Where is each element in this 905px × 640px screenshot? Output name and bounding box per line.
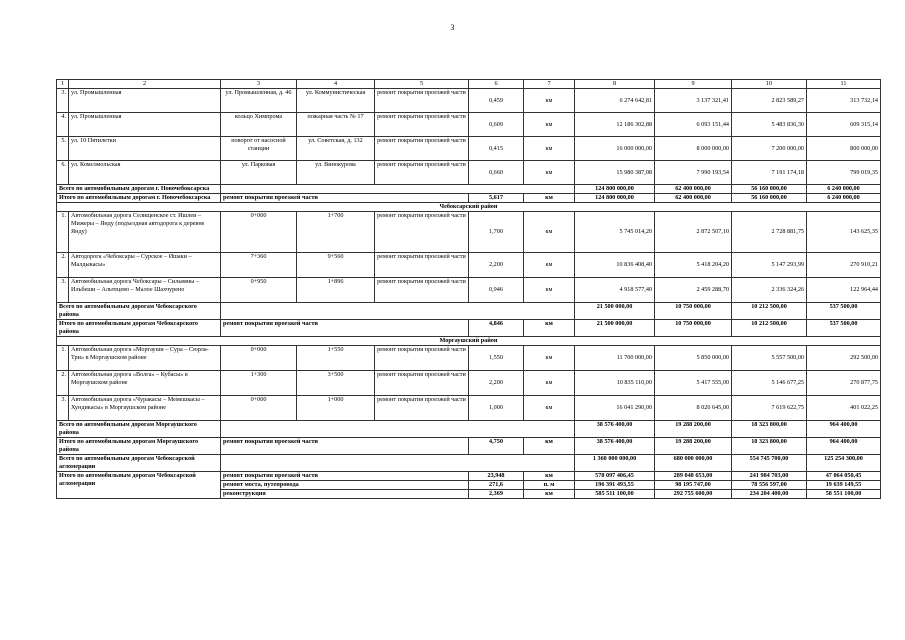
total-cost: 124 800 000,00 — [575, 194, 655, 203]
total-row — [57, 320, 881, 337]
republic-funds: 78 556 597,00 — [732, 481, 807, 490]
republic-funds: 2 728 881,75 — [732, 212, 807, 253]
column-number-3: 3 — [221, 80, 297, 89]
section-title: Моргаушский район — [57, 337, 881, 346]
total-label: Итого по автомобильным дорогам Чебоксарской агломерации — [57, 472, 221, 499]
unit: п. м — [524, 481, 575, 490]
total-cost: 5 745 014,20 — [575, 212, 655, 253]
local-funds: 6 240 000,00 — [807, 194, 881, 203]
local-funds: 800 000,00 — [807, 137, 881, 161]
federal-funds: 10 750 000,00 — [655, 303, 732, 320]
total-row — [57, 303, 881, 320]
work-type: ремонт покрытия проезжей части — [375, 278, 469, 303]
end-point: 9+560 — [297, 253, 375, 278]
total-cost: 578 097 406,45 — [575, 472, 655, 481]
federal-funds: 8 000 000,00 — [655, 137, 732, 161]
item-number: 2. — [57, 253, 69, 278]
republic-funds: 241 984 703,00 — [732, 472, 807, 481]
work-type: ремонт покрытия проезжей части — [375, 253, 469, 278]
start-point: поворот от насосной станции — [221, 137, 297, 161]
total-cost: 124 800 000,00 — [575, 185, 655, 194]
length: 1,000 — [469, 396, 524, 421]
local-funds: 964 400,00 — [807, 421, 881, 438]
road-name: ул. 10 Пятилетки — [69, 137, 221, 161]
end-point: ул. Советская, д. 132 — [297, 137, 375, 161]
section-title-row — [57, 203, 881, 212]
total-label: Итого по автомобильным дорогам г. Новочебоксарска — [57, 194, 221, 203]
unit: км — [524, 371, 575, 396]
item-number: 5. — [57, 137, 69, 161]
republic-funds: 7 200 000,00 — [732, 137, 807, 161]
local-funds: 270 910,21 — [807, 253, 881, 278]
federal-funds: 19 288 200,00 — [655, 438, 732, 455]
republic-funds: 5 557 500,00 — [732, 346, 807, 371]
local-funds: 537 500,00 — [807, 320, 881, 337]
republic-funds: 5 146 677,25 — [732, 371, 807, 396]
table-row — [57, 371, 881, 396]
road-name: Автомобильная дорога Чебоксары – Сильвяны – Ильбеши – Альтецево – Малое Шахчурено — [69, 278, 221, 303]
column-number-8: 8 — [575, 80, 655, 89]
total-row — [57, 421, 881, 438]
total-cost: 21 500 000,00 — [575, 303, 655, 320]
column-number-11: 11 — [807, 80, 881, 89]
total-label: Итого по автомобильным дорогам Чебоксарского района — [57, 320, 221, 337]
length: 23,948 — [469, 472, 524, 481]
work-type: ремонт покрытия проезжей части — [375, 212, 469, 253]
local-funds: 799 019,35 — [807, 161, 881, 185]
table-row — [57, 253, 881, 278]
total-cost: 6 274 642,81 — [575, 89, 655, 113]
local-funds: 292 500,00 — [807, 346, 881, 371]
length: 0,609 — [469, 113, 524, 137]
local-funds: 47 064 050,45 — [807, 472, 881, 481]
end-point: 3+500 — [297, 371, 375, 396]
length: 0,459 — [469, 89, 524, 113]
work-type: ремонт покрытия проезжей части — [375, 396, 469, 421]
federal-funds: 98 195 747,00 — [655, 481, 732, 490]
header-row — [57, 80, 881, 89]
start-point: 0+000 — [221, 396, 297, 421]
total-cost: 11 700 000,00 — [575, 346, 655, 371]
table-row — [57, 212, 881, 253]
total-cost: 10 836 408,40 — [575, 253, 655, 278]
federal-funds: 8 020 645,00 — [655, 396, 732, 421]
page-number: 3 — [450, 23, 455, 32]
start-point: кольцо Химпрома — [221, 113, 297, 137]
total-row — [57, 438, 881, 455]
unit: км — [524, 253, 575, 278]
unit: км — [524, 89, 575, 113]
length: 271,6 — [469, 481, 524, 490]
length: 4,750 — [469, 438, 524, 455]
republic-funds: 7 191 174,18 — [732, 161, 807, 185]
unit: км — [524, 472, 575, 481]
work-type: ремонт покрытия проезжей части — [375, 137, 469, 161]
road-name: ул. Комсомольская — [69, 161, 221, 185]
length: 0,660 — [469, 161, 524, 185]
table-row — [57, 113, 881, 137]
federal-funds: 19 288 200,00 — [655, 421, 732, 438]
total-cost: 196 391 493,55 — [575, 481, 655, 490]
total-cost: 16 000 000,00 — [575, 137, 655, 161]
local-funds: 313 732,14 — [807, 89, 881, 113]
republic-funds: 18 323 800,00 — [732, 438, 807, 455]
start-point: 0+000 — [221, 346, 297, 371]
federal-funds: 5 850 000,00 — [655, 346, 732, 371]
total-cost: 16 041 290,00 — [575, 396, 655, 421]
item-number: 2. — [57, 371, 69, 396]
work-type: реконструкция — [221, 490, 469, 499]
end-point: 1+896 — [297, 278, 375, 303]
road-name: Автодорога «Чебоксары – Сурское – Ишаки – Малдыкасы» — [69, 253, 221, 278]
federal-funds: 5 418 204,20 — [655, 253, 732, 278]
federal-funds: 10 750 000,00 — [655, 320, 732, 337]
republic-funds: 234 204 400,00 — [732, 490, 807, 499]
local-funds: 537 500,00 — [807, 303, 881, 320]
work-type: ремонт моста, путепровода — [221, 481, 469, 490]
local-funds: 270 877,75 — [807, 371, 881, 396]
federal-funds: 2 872 507,10 — [655, 212, 732, 253]
end-point: 1+000 — [297, 396, 375, 421]
column-number-5: 5 — [375, 80, 469, 89]
total-cost: 585 511 100,00 — [575, 490, 655, 499]
unit: км — [524, 396, 575, 421]
total-label: Итого по автомобильным дорогам Моргаушского района — [57, 438, 221, 455]
column-number-1: 1 — [57, 80, 69, 89]
section-title-row — [57, 337, 881, 346]
federal-funds: 680 000 000,00 — [655, 455, 732, 472]
work-type: ремонт покрытия проезжей части — [375, 113, 469, 137]
federal-funds: 62 400 000,00 — [655, 185, 732, 194]
length: 1,550 — [469, 346, 524, 371]
republic-funds: 554 745 700,00 — [732, 455, 807, 472]
republic-funds: 10 212 500,00 — [732, 303, 807, 320]
item-number: 6. — [57, 161, 69, 185]
federal-funds: 6 093 151,44 — [655, 113, 732, 137]
unit: км — [524, 346, 575, 371]
road-name: Автомобильная дорога «Волга» – Кубасы» в Моргаушском районе — [69, 371, 221, 396]
road-name: ул. Промышленная — [69, 113, 221, 137]
republic-funds: 18 323 800,00 — [732, 421, 807, 438]
start-point: 0+950 — [221, 278, 297, 303]
work-type: ремонт покрытия проезжей части — [375, 346, 469, 371]
total-cost: 21 500 000,00 — [575, 320, 655, 337]
unit: км — [524, 438, 575, 455]
item-number: 3. — [57, 89, 69, 113]
total-label: Всего по автомобильным дорогам Моргаушского района — [57, 421, 221, 438]
republic-funds: 7 619 622,75 — [732, 396, 807, 421]
column-number-9: 9 — [655, 80, 732, 89]
length: 4,846 — [469, 320, 524, 337]
end-point: ул. Коммунистическая — [297, 89, 375, 113]
road-works-table — [56, 79, 881, 499]
total-cost: 12 186 302,88 — [575, 113, 655, 137]
work-type: ремонт покрытия проезжей части — [221, 194, 469, 203]
end-point: 1+700 — [297, 212, 375, 253]
total-label: Всего по автомобильным дорогам Чебоксарской агломерации — [57, 455, 221, 472]
unit: км — [524, 161, 575, 185]
item-number: 3. — [57, 396, 69, 421]
republic-funds: 2 336 324,26 — [732, 278, 807, 303]
item-number: 1. — [57, 346, 69, 371]
length: 2,200 — [469, 371, 524, 396]
local-funds: 19 639 149,55 — [807, 481, 881, 490]
federal-funds: 292 755 600,00 — [655, 490, 732, 499]
local-funds: 609 315,14 — [807, 113, 881, 137]
column-number-10: 10 — [732, 80, 807, 89]
column-number-7: 7 — [524, 80, 575, 89]
unit: км — [524, 137, 575, 161]
total-cost: 38 576 400,00 — [575, 438, 655, 455]
road-name: Автомобильная дорога «Моргауши – Сура – Сюрла-Три» в Моргаушском районе — [69, 346, 221, 371]
federal-funds: 2 459 288,70 — [655, 278, 732, 303]
federal-funds: 289 048 653,00 — [655, 472, 732, 481]
federal-funds: 7 990 193,54 — [655, 161, 732, 185]
table-row — [57, 278, 881, 303]
start-point: ул. Промышленная, д. 46 — [221, 89, 297, 113]
unit: км — [524, 113, 575, 137]
local-funds: 143 625,35 — [807, 212, 881, 253]
work-type: ремонт покрытия проезжей части — [221, 320, 469, 337]
length: 5,617 — [469, 194, 524, 203]
start-point: ул. Парковая — [221, 161, 297, 185]
total-cost: 15 980 387,08 — [575, 161, 655, 185]
empty-cell — [221, 455, 575, 472]
work-type: ремонт покрытия проезжей части — [375, 89, 469, 113]
item-number: 3. — [57, 278, 69, 303]
federal-funds: 62 400 000,00 — [655, 194, 732, 203]
unit: км — [524, 278, 575, 303]
unit: км — [524, 194, 575, 203]
work-type: ремонт покрытия проезжей части — [375, 161, 469, 185]
republic-funds: 10 212 500,00 — [732, 320, 807, 337]
table-row — [57, 137, 881, 161]
work-type: ремонт покрытия проезжей части — [375, 371, 469, 396]
item-number: 1. — [57, 212, 69, 253]
section-title: Чебоксарский район — [57, 203, 881, 212]
republic-funds: 5 483 836,30 — [732, 113, 807, 137]
local-funds: 122 964,44 — [807, 278, 881, 303]
local-funds: 58 551 100,00 — [807, 490, 881, 499]
item-number: 4. — [57, 113, 69, 137]
local-funds: 125 254 300,00 — [807, 455, 881, 472]
federal-funds: 5 417 555,00 — [655, 371, 732, 396]
total-cost: 4 918 577,40 — [575, 278, 655, 303]
table-row — [57, 346, 881, 371]
republic-funds: 56 160 000,00 — [732, 194, 807, 203]
length: 0,946 — [469, 278, 524, 303]
federal-funds: 3 137 321,41 — [655, 89, 732, 113]
table-row — [57, 161, 881, 185]
road-name: ул. Промышленная — [69, 89, 221, 113]
total-row — [57, 455, 881, 472]
length: 2,200 — [469, 253, 524, 278]
unit: км — [524, 490, 575, 499]
length: 1,700 — [469, 212, 524, 253]
empty-cell — [221, 421, 575, 438]
length: 2,369 — [469, 490, 524, 499]
total-label: Всего по автомобильным дорогам г. Новочебоксарска — [57, 185, 221, 194]
column-number-6: 6 — [469, 80, 524, 89]
end-point: пожарная часть № 17 — [297, 113, 375, 137]
republic-funds: 56 160 000,00 — [732, 185, 807, 194]
end-point: 1+550 — [297, 346, 375, 371]
total-row — [57, 185, 881, 194]
republic-funds: 5 147 293,99 — [732, 253, 807, 278]
start-point: 1+300 — [221, 371, 297, 396]
start-point: 0+000 — [221, 212, 297, 253]
end-point: ул. Винокурова — [297, 161, 375, 185]
column-number-2: 2 — [69, 80, 221, 89]
empty-cell — [221, 185, 575, 194]
local-funds: 6 240 000,00 — [807, 185, 881, 194]
total-row — [57, 194, 881, 203]
unit: км — [524, 212, 575, 253]
start-point: 7+360 — [221, 253, 297, 278]
republic-funds: 2 823 589,27 — [732, 89, 807, 113]
empty-cell — [221, 303, 575, 320]
work-type: ремонт покрытия проезжей части — [221, 438, 469, 455]
road-name: Автомобильная дорога Селищенское ст. Ишлеи – Мижеры – Янду (подъездная автодорога к деревне Янду) — [69, 212, 221, 253]
work-type: ремонт покрытия проезжей части — [221, 472, 469, 481]
total-label: Всего по автомобильным дорогам Чебоксарского района — [57, 303, 221, 320]
unit: км — [524, 320, 575, 337]
local-funds: 964 400,00 — [807, 438, 881, 455]
road-name: Автомобильная дорога «Чуракасы – Мемешкасы – Хундикасы» в Моргаушском районе — [69, 396, 221, 421]
local-funds: 401 022,25 — [807, 396, 881, 421]
total-cost: 38 576 400,00 — [575, 421, 655, 438]
length: 0,415 — [469, 137, 524, 161]
column-number-4: 4 — [297, 80, 375, 89]
total-cost: 1 360 000 000,00 — [575, 455, 655, 472]
table-row — [57, 89, 881, 113]
total-row — [57, 472, 881, 481]
total-cost: 10 835 110,00 — [575, 371, 655, 396]
table-row — [57, 396, 881, 421]
